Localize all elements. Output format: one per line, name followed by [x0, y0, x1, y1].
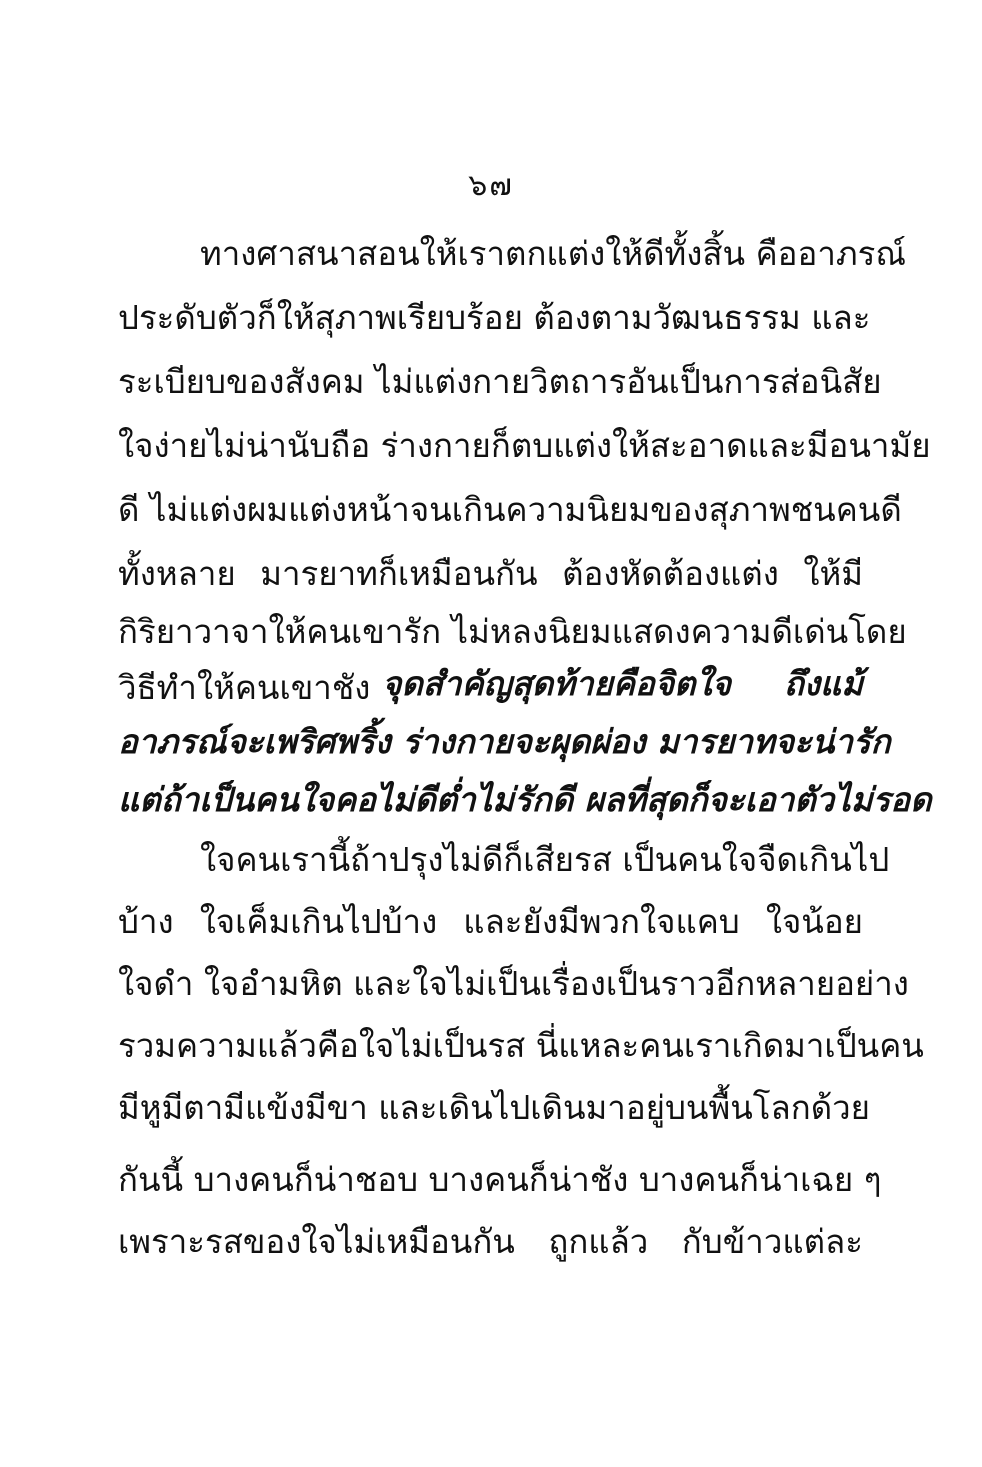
text-line-3: ระเบียบของสังคม ไม่แต่งกายวิตถารอันเป็นการส่อนิสัย [118, 362, 882, 401]
text-line-5: ดี ไม่แต่งผมแต่งหน้าจนเกินความนิยมของสุภาพชนคนดี [118, 490, 902, 529]
text-line-13: ใจดำ ใจอำมหิต และใจไม่เป็นเรื่องเป็นราวอีกหลายอย่าง [118, 964, 909, 1003]
text-line-17: เพราะรสของใจไม่เหมือนกัน ถูกแล้ว กับข้าวแต่ละ [118, 1222, 863, 1261]
page-number: ๖๗ [468, 168, 514, 203]
text-line-4: ใจง่ายไม่น่านับถือ ร่างกายก็ตบแต่งให้สะอาดและมีอนามัย [118, 426, 931, 465]
text-line-15: มีหูมีตามีแข้งมีขา และเดินไปเดินมาอยู่บนพื้นโลกด้วย [118, 1088, 871, 1127]
text-line-10-emphasis: แต่ถ้าเป็นคนใจคอไม่ดีต่ำไม่รักดี ผลที่สุดก็จะเอาตัวไม่รอด [118, 780, 932, 819]
text-line-1: ทางศาสนาสอนให้เราตกแต่งให้ดีทั้งสิ้น คืออาภรณ์ [200, 234, 906, 273]
text-line-7: กิริยาวาจาให้คนเขารัก ไม่หลงนิยมแสดงความดีเด่นโดย [118, 612, 907, 651]
text-line-12: บ้าง ใจเค็มเกินไปบ้าง และยังมีพวกใจแคบ ใจน้อย [118, 902, 863, 941]
text-line-9-emphasis: อาภรณ์จะเพริศพริ้ง ร่างกายจะผุดผ่อง มารยาทจะน่ารัก [118, 722, 891, 761]
text-line-8a: วิธีทำให้คนเขาชัง [118, 668, 371, 707]
text-line-11: ใจคนเรานี้ถ้าปรุงไม่ดีก็เสียรส เป็นคนใจจืดเกินไป [200, 840, 890, 879]
text-line-8b-emphasis: จุดสำคัญสุดท้ายคือจิตใจ ถึงแม้ [382, 664, 863, 703]
text-line-2: ประดับตัวก็ให้สุภาพเรียบร้อย ต้องตามวัฒนธรรม และ [118, 298, 871, 337]
text-line-6: ทั้งหลาย มารยาทก็เหมือนกัน ต้องหัดต้องแต่ง ให้มี [118, 554, 863, 593]
text-line-14: รวมความแล้วคือใจไม่เป็นรส นี่แหละคนเราเกิดมาเป็นคน [118, 1026, 924, 1065]
text-line-16: กันนี้ บางคนก็น่าชอบ บางคนก็น่าชัง บางคนก็น่าเฉย ๆ [118, 1160, 882, 1199]
